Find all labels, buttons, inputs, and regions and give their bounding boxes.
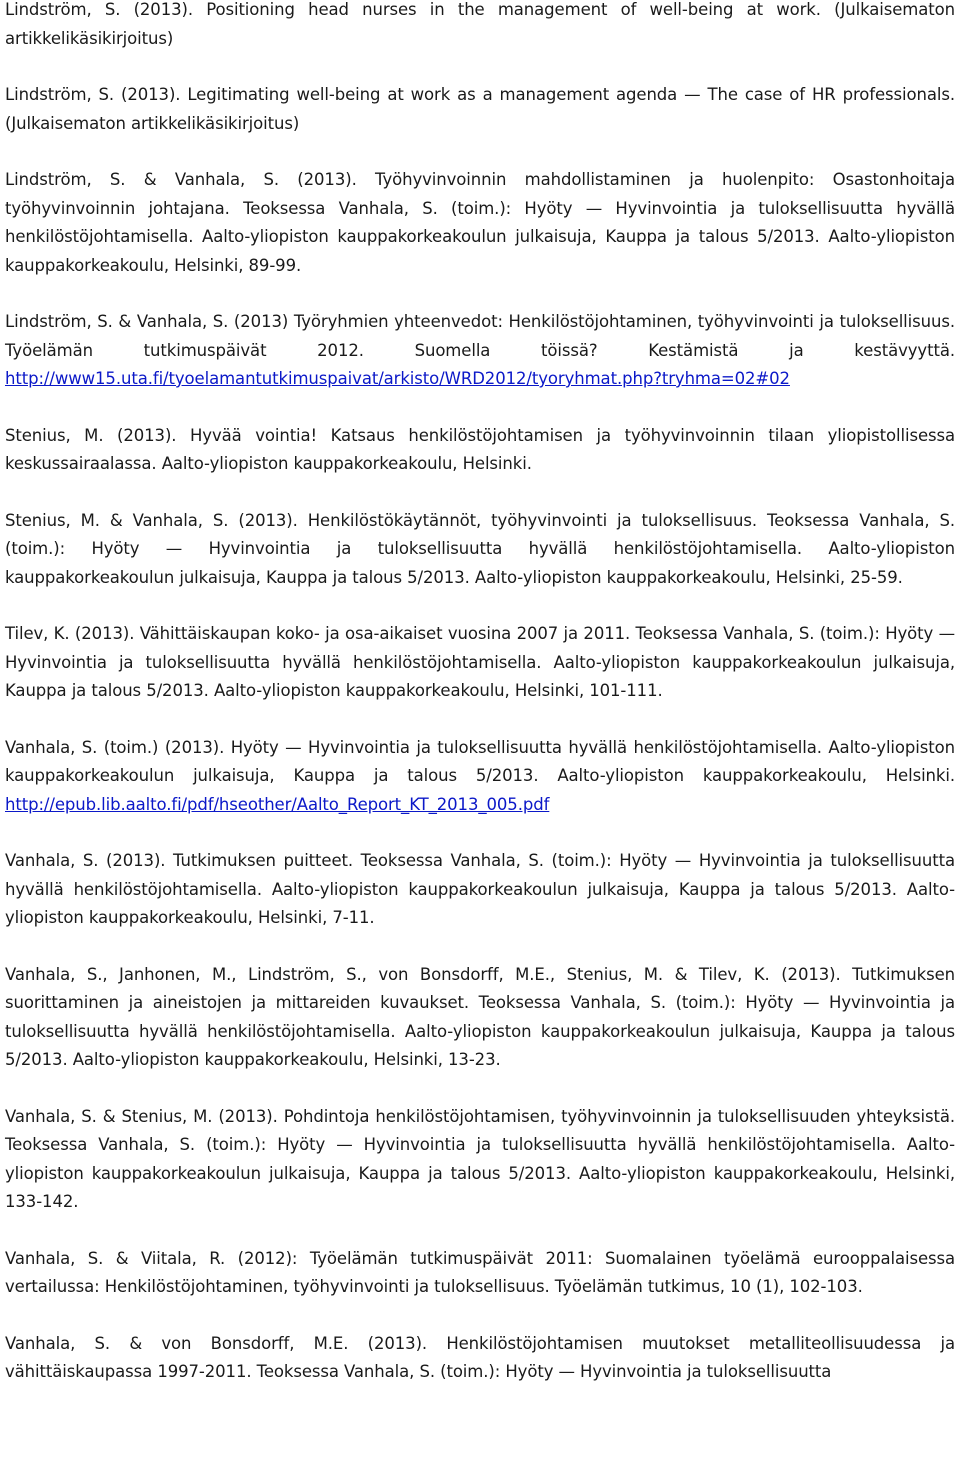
reference-text: Lindström, S. & Vanhala, S. (2013) Työryhmien yhteenvedot: Henkilöstöjohtaminen, työhyvinvointi ja tuloksellisuus. Työelämän tutkimuspäivät 2012. Suomella töissä? Kestämistä ja kestävyyttä. [5,312,955,360]
reference-text: Lindström, S. & Vanhala, S. (2013). Työhyvinvoinnin mahdollistaminen ja huolenpito: Osastonhoitaja työhyvinvoinnin johtajana. Teoksessa Vanhala, S. (toim.): Hyöty — Hyvinvointia ja tuloksellisuutta hyvällä henkilöstöjohtamisella. Aalto-yliopiston kauppakorkeakoulun julkaisuja, Kauppa ja talous 5/2013. Aalto-yliopiston kauppakorkeakoulu, Helsinki, 89-99. [5,170,955,275]
reference-entry [5,422,955,479]
reference-link[interactable]: http://www15.uta.fi/tyoelamantutkimuspaivat/arkisto/WRD2012/tyoryhmat.php?tryhma=02#02 [5,369,790,388]
reference-entry [5,961,955,1075]
reference-text: Vanhala, S. & von Bonsdorff, M.E. (2013). Henkilöstöjohtamisen muutokset metalliteollisuudessa ja vähittäiskaupassa 1997-2011. Teoksessa Vanhala, S. (toim.): Hyöty — Hyvinvointia ja tuloksellisuutta [5,1333,955,1381]
reference-entry [5,620,955,706]
reference-text: Vanhala, S. (2013). Tutkimuksen puitteet. Teoksessa Vanhala, S. (toim.): Hyöty — Hyvinvointia ja tuloksellisuutta hyvällä henkilöstöjohtamisella. Aalto-yliopiston kauppakorkeakoulun julkaisuja, Kauppa ja talous 5/2013. Aalto-yliopiston kauppakorkeakoulu, Helsinki, 7-11. [5,851,955,927]
reference-list [5,0,955,1415]
reference-entry [5,1330,955,1387]
reference-text: Lindström, S. (2013). Positioning head nurses in the management of well-being at work. (Julkaisematon artikkelikäsikirjoitus) [5,0,955,48]
reference-entry [5,166,955,280]
reference-text: Lindström, S. (2013). Legitimating well-being at work as a management agenda — The case of HR professionals. (Julkaisematon artikkelikäsikirjoitus) [5,85,955,133]
reference-link[interactable]: http://epub.lib.aalto.fi/pdf/hseother/Aalto_Report_KT_2013_005.pdf [5,794,550,814]
reference-text: Stenius, M. & Vanhala, S. (2013). Henkilöstökäytännöt, työhyvinvointi ja tuloksellisuus. Teoksessa Vanhala, S. (toim.): Hyöty — Hyvinvointia ja tuloksellisuutta hyvällä henkilöstöjohtamisella. Aalto-yliopiston kauppakorkeakoulun julkaisuja, Kauppa ja talous 5/2013. Aalto-yliopiston kauppakorkeakoulu, Helsinki, 25-59. [5,510,955,587]
reference-entry [5,1103,955,1217]
reference-text: Vanhala, S. & Viitala, R. (2012): Työelämän tutkimuspäivät 2011: Suomalainen työelämä eurooppalaisessa vertailussa: Henkilöstöjohtaminen, työhyvinvointi ja tuloksellisuus. Työelämän tutkimus, 10 (1), 102-103. [5,1248,955,1296]
reference-text: Stenius, M. (2013). Hyvää vointia! Katsaus henkilöstöjohtamisen ja työhyvinvoinnin tilaan yliopistollisessa keskussairaalassa. Aalto-yliopiston kauppakorkeakoulu, Helsinki. [5,425,955,473]
reference-entry [5,0,955,53]
reference-text: Vanhala, S. & Stenius, M. (2013). Pohdintoja henkilöstöjohtamisen, työhyvinvoinnin ja tuloksellisuuden yhteyksistä. Teoksessa Vanhala, S. (toim.): Hyöty — Hyvinvointia ja tuloksellisuutta hyvällä henkilöstöjohtamisella. Aalto-yliopiston kauppakorkeakoulun julkaisuja, Kauppa ja talous 5/2013. Aalto-yliopiston kauppakorkeakoulu, Helsinki, 133-142. [5,1106,955,1211]
reference-entry [5,81,955,138]
reference-entry [5,507,955,593]
reference-entry [5,847,955,933]
reference-text: Tilev, K. (2013). Vähittäiskaupan koko- ja osa-aikaiset vuosina 2007 ja 2011. Teoksessa Vanhala, S. (toim.): Hyöty — Hyvinvointia ja tuloksellisuutta hyvällä henkilöstöjohtamisella. Aalto-yliopiston kauppakorkeakoulun julkaisuja, Kauppa ja talous 5/2013. Aalto-yliopiston kauppakorkeakoulu, Helsinki, 101-111. [5,624,955,700]
reference-text: Vanhala, S., Janhonen, M., Lindström, S., von Bonsdorff, M.E., Stenius, M. & Tilev, K. (2013). Tutkimuksen suorittaminen ja aineistojen ja mittareiden kuvaukset. Teoksessa Vanhala, S. (toim.): Hyöty — Hyvinvointia ja tuloksellisuutta hyvällä henkilöstöjohtamisella. Aalto-yliopiston kauppakorkeakoulun julkaisuja, Kauppa ja talous 5/2013. Aalto-yliopiston kauppakorkeakoulu, Helsinki, 13-23. [5,964,955,1069]
reference-entry [5,1245,955,1302]
reference-entry [5,734,955,820]
reference-text: Vanhala, S. (toim.) (2013). Hyöty — Hyvinvointia ja tuloksellisuutta hyvällä henkilöstöjohtamisella. Aalto-yliopiston kauppakorkeakoulun julkaisuja, Kauppa ja talous 5/2013. Aalto-yliopiston kauppakorkeakoulu, Helsinki. [5,737,955,785]
reference-entry [5,308,955,394]
